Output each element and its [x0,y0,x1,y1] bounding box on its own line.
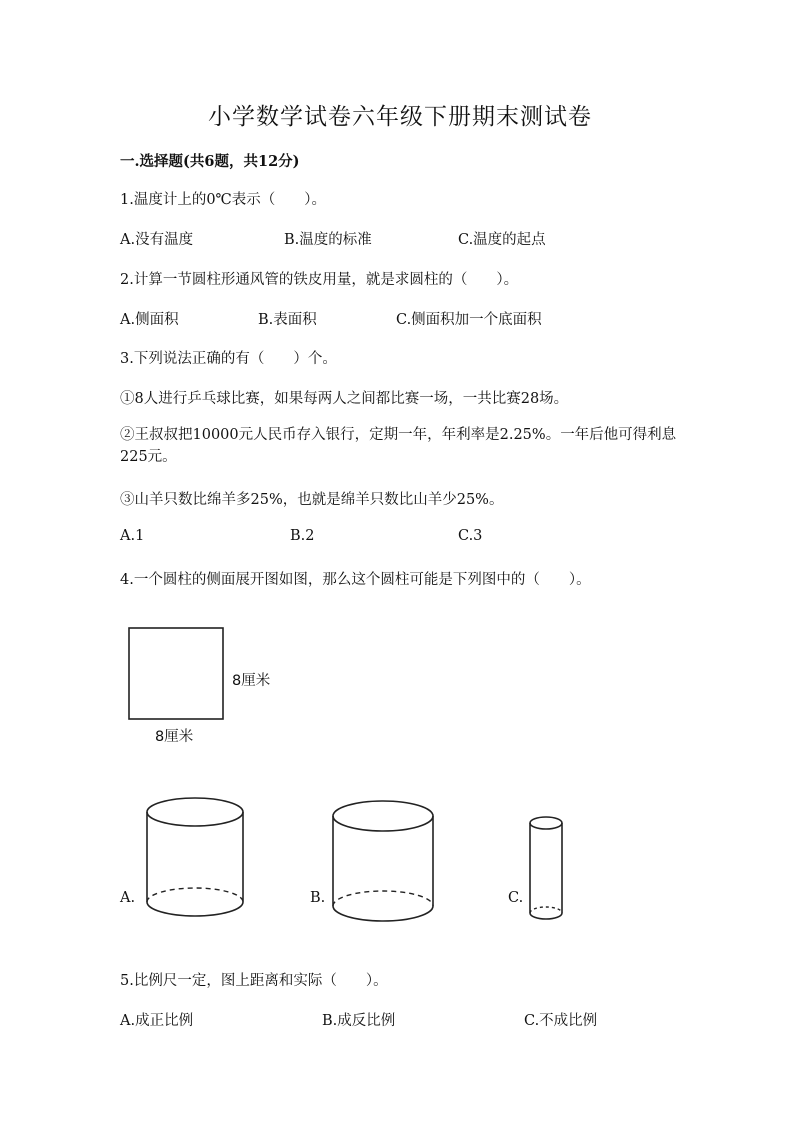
question-1-option-c[interactable]: C.温度的起点 [458,232,546,248]
question-5-option-a[interactable]: A.成正比例 [120,1013,194,1029]
question-3-option-a[interactable]: A.1 [120,528,145,544]
question-4-option-c[interactable]: C. [508,890,524,906]
question-4-option-b[interactable]: B. [310,890,326,906]
question-5-option-b[interactable]: B.成反比例 [322,1013,396,1029]
question-2-option-c[interactable]: C.侧面积加一个底面积 [396,312,542,328]
question-1-option-b[interactable]: B.温度的标准 [284,232,372,248]
cylinder-b-figure [331,800,439,926]
square-bottom-label: 8厘米 [155,729,194,745]
question-3-statement-3: ③山羊只数比绵羊多25%，也就是绵羊只数比山羊少25%。 [120,492,504,508]
cylinder-a-figure [145,796,249,922]
cylinder-c-figure [529,814,569,924]
question-1-option-a[interactable]: A.没有温度 [120,232,194,248]
question-5-stem: 5.比例尺一定，图上距离和实际（ ）。 [120,973,388,989]
question-3-stem: 3.下列说法正确的有（ ）个。 [120,351,337,367]
question-3-option-b[interactable]: B.2 [290,528,315,544]
question-4-option-a[interactable]: A. [120,890,136,906]
question-2-stem: 2.计算一节圆柱形通风管的铁皮用量，就是求圆柱的（ ）。 [120,272,519,288]
question-4-stem: 4.一个圆柱的侧面展开图如图，那么这个圆柱可能是下列图中的（ ）。 [120,572,591,588]
square-side-label: 8厘米 [232,673,271,689]
question-1-stem: 1.温度计上的0℃表示（ ）。 [120,192,327,208]
question-2-option-a[interactable]: A.侧面积 [120,312,179,328]
question-5-option-c[interactable]: C.不成比例 [524,1013,598,1029]
question-3-option-c[interactable]: C.3 [458,528,483,544]
question-3-statement-1: ①8人进行乒乓球比赛，如果每两人之间都比赛一场，一共比赛28场。 [120,391,569,407]
page-title: 小学数学试卷六年级下册期末测试卷 [208,104,592,130]
side-unfold-square-figure [128,627,228,727]
question-2-option-b[interactable]: B.表面积 [258,312,317,328]
question-3-statement-2: ②王叔叔把10000元人民币存入银行，定期一年，年利率是2.25%。一年后他可得利息225元。 [120,427,677,465]
section-heading: 一.选择题(共6题，共12分) [120,153,300,170]
